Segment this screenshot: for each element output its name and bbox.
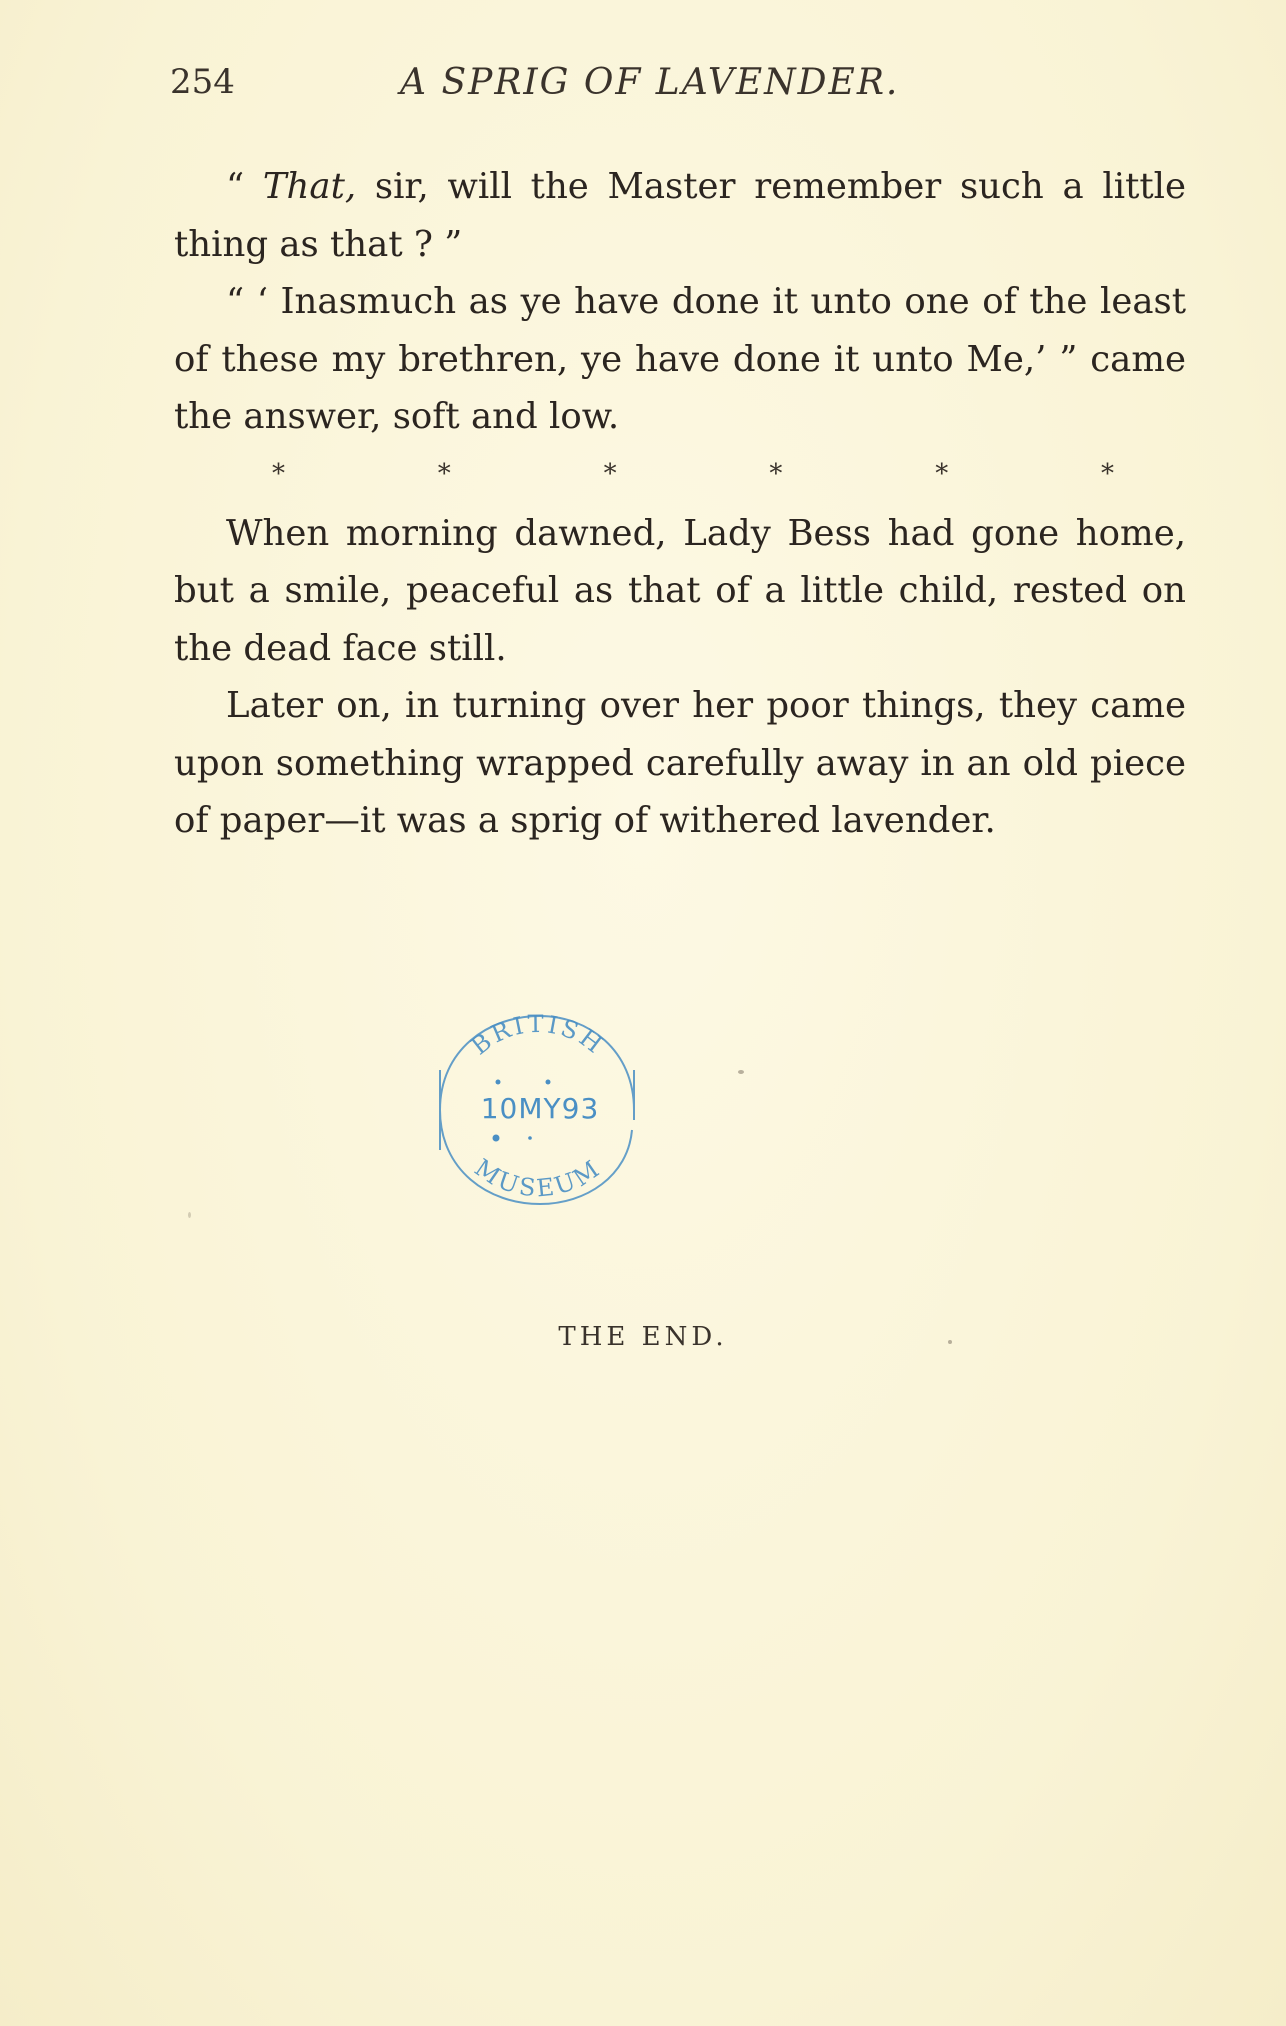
paper-speck [188,1212,191,1218]
paragraph-morning: When morning dawned, Lady Bess had gone home, but a smile, peaceful as that of a little child, rested on the dead face still. [174,512,1186,669]
asterisk: * [437,458,451,489]
running-title: A SPRIG OF LAVENDER. [400,62,900,103]
svg-text:MUSEUM [470,1153,607,1202]
asterisk: * [935,458,949,489]
paragraph-lavender: Later on, in turning over her poor things, they came upon something wrapped carefully away in an old piece of paper—it was a sprig of withered lavender. [174,685,1186,841]
asterisk: * [272,458,285,489]
stamp-top-text: BRITISH [465,1010,610,1061]
section-break [174,446,1186,503]
the-end: THE END. [558,1322,728,1352]
page-number: 254 [170,62,235,102]
stamp-bottom-text: MUSEUM [469,1153,607,1203]
page-header [170,62,970,112]
paragraph-question: “ That, sir, will the Master remember such a little thing as that ? ” [174,166,1187,265]
asterisk: * [603,458,617,489]
emphasized-word: That, [262,166,357,207]
asterisk: * [769,458,783,489]
museum-stamp [418,1010,658,1210]
svg-text:BRITISH [466,1010,610,1061]
paper-speck [948,1340,952,1344]
asterisk: * [1100,458,1114,489]
paper-speck [738,1070,744,1074]
body-text [174,158,1186,850]
paragraph-answer: “ ‘ Inasmuch as ye have done it unto one of the least of these my brethren, ye have done it unto Me,’ ” came the answer, soft and low. [174,281,1186,437]
stamp-date: 10MY93 [480,1092,600,1125]
